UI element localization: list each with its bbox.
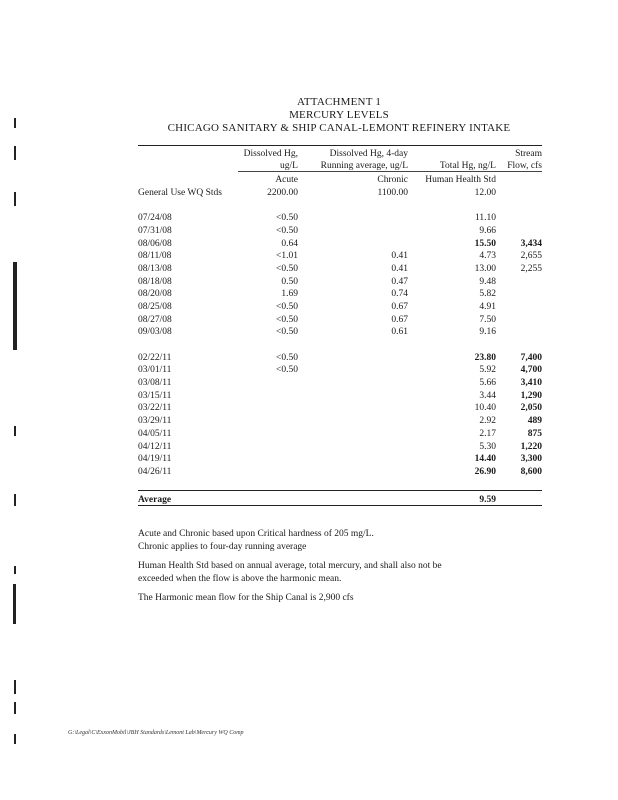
note-human-health-1: Human Health Std based on annual average, total mercury, and shall also not be (138, 561, 442, 571)
standards-row (138, 185, 542, 198)
table-row (138, 312, 542, 325)
cell-total: 23.80 (474, 352, 496, 363)
cell-chronic: 0.41 (391, 251, 408, 262)
cell-chronic (298, 388, 408, 401)
cell-chronic (298, 223, 408, 236)
cell-flow: 4,700 (520, 365, 542, 376)
cell-total: 2.17 (479, 428, 496, 439)
header-row-2 (138, 159, 542, 172)
table-row (138, 375, 542, 388)
cell-acute: <0.50 (276, 225, 298, 236)
cell-total: 15.50 (474, 238, 496, 249)
cell-flow: 3,300 (520, 454, 542, 465)
cell-chronic (298, 350, 408, 363)
table-row (138, 439, 542, 452)
table-row (138, 350, 542, 363)
scan-mark (13, 584, 16, 624)
cell-acute: 0.50 (281, 276, 298, 287)
table-row (138, 223, 542, 236)
header-running: Dissolved Hg, 4-day (298, 146, 408, 159)
cell-acute (238, 388, 298, 401)
scan-mark (14, 566, 16, 574)
table-row (138, 210, 542, 223)
cell-total: 4.73 (479, 251, 496, 262)
cell-chronic (298, 426, 408, 439)
cell-date: 08/06/08 (138, 238, 172, 249)
cell-chronic (298, 413, 408, 426)
table-row (138, 287, 542, 300)
scan-mark (14, 192, 16, 206)
cell-chronic: 0.47 (391, 276, 408, 287)
table-row (138, 388, 542, 401)
cell-chronic: 0.67 (391, 314, 408, 325)
cell-date: 08/13/08 (138, 263, 172, 274)
note-chronic: Chronic applies to four-day running average (138, 541, 307, 552)
cell-flow (496, 210, 542, 223)
standards-label: General Use WQ Stds (138, 187, 222, 198)
notes-section (138, 528, 442, 605)
cell-flow: 2,655 (520, 251, 542, 262)
cell-date: 03/01/11 (138, 365, 172, 376)
cell-acute (238, 413, 298, 426)
spacer-row (138, 198, 542, 211)
cell-chronic (298, 452, 408, 465)
header-row-1 (138, 146, 542, 159)
cell-total: 9.16 (479, 327, 496, 338)
cell-acute: <0.50 (276, 301, 298, 312)
scan-mark (14, 494, 16, 506)
cell-flow (496, 223, 542, 236)
table-row (138, 299, 542, 312)
cell-acute (238, 439, 298, 452)
scan-mark (14, 702, 16, 714)
cell-total: 3.44 (479, 390, 496, 401)
average-value: 9.59 (408, 490, 496, 505)
cell-date: 04/05/11 (138, 428, 172, 439)
scan-mark (14, 426, 16, 436)
cell-flow (496, 299, 542, 312)
cell-date: 08/18/08 (138, 276, 172, 287)
cell-total: 14.40 (474, 454, 496, 465)
cell-total: 5.30 (479, 441, 496, 452)
cell-acute (238, 464, 298, 477)
cell-chronic (298, 439, 408, 452)
cell-chronic (298, 363, 408, 376)
header-human-health: Human Health Std (425, 175, 496, 186)
cell-chronic (298, 401, 408, 414)
cell-acute: <0.50 (276, 365, 298, 376)
header-running-unit: Running average, ug/L (298, 159, 408, 172)
cell-acute (238, 375, 298, 388)
cell-acute: <0.50 (276, 314, 298, 325)
table-row (138, 236, 542, 249)
cell-acute: 1.69 (281, 289, 298, 300)
cell-date: 07/24/08 (138, 213, 172, 224)
table-row (138, 261, 542, 274)
cell-flow: 2,050 (520, 403, 542, 414)
cell-date: 08/25/08 (138, 301, 172, 312)
header-acute: Acute (275, 175, 298, 186)
cell-date: 04/26/11 (138, 466, 172, 477)
cell-total: 9.48 (479, 276, 496, 287)
mercury-levels-table (138, 145, 542, 506)
cell-date: 08/11/08 (138, 251, 172, 262)
table-row (138, 274, 542, 287)
standards-acute: 2200.00 (267, 187, 298, 198)
note-harmonic-mean: The Harmonic mean flow for the Ship Canal is 2,900 cfs (138, 593, 354, 603)
cell-date: 08/27/08 (138, 314, 172, 325)
cell-date: 02/22/11 (138, 352, 172, 363)
attachment-title: ATTACHMENT 1 (296, 96, 382, 108)
cell-flow: 8,600 (520, 466, 542, 477)
cell-chronic (298, 375, 408, 388)
cell-total: 5.92 (479, 365, 496, 376)
cell-chronic: 0.74 (391, 289, 408, 300)
cell-acute (238, 452, 298, 465)
standards-chronic: 1100.00 (377, 187, 408, 198)
cell-acute (238, 426, 298, 439)
cell-acute: <0.50 (276, 213, 298, 224)
cell-date: 09/03/08 (138, 327, 172, 338)
standards-human: 12.00 (474, 187, 496, 198)
cell-chronic: 0.61 (391, 327, 408, 338)
table-row (138, 452, 542, 465)
cell-total: 10.40 (474, 403, 496, 414)
cell-chronic: 0.41 (391, 263, 408, 274)
cell-flow (496, 325, 542, 338)
report-subtitle: MERCURY LEVELS (289, 109, 389, 121)
header-dissolved-unit: ug/L (238, 159, 298, 172)
cell-flow (496, 287, 542, 300)
header-stream: Stream (496, 146, 542, 159)
cell-total: 5.66 (479, 378, 496, 389)
cell-acute: <0.50 (276, 352, 298, 363)
cell-acute: <0.50 (276, 263, 298, 274)
cell-chronic: 0.67 (391, 301, 408, 312)
cell-total: 7.50 (479, 314, 496, 325)
cell-chronic (298, 464, 408, 477)
header-flow: Flow, cfs (496, 159, 542, 172)
scan-mark (14, 118, 16, 128)
cell-date: 04/19/11 (138, 454, 172, 465)
cell-flow: 1,220 (520, 441, 542, 452)
spacer-row (138, 337, 542, 350)
cell-date: 04/12/11 (138, 441, 172, 452)
cell-date: 03/22/11 (138, 403, 172, 414)
cell-flow: 3,410 (520, 378, 542, 389)
cell-flow (496, 274, 542, 287)
table-row (138, 401, 542, 414)
cell-date: 03/29/11 (138, 416, 172, 427)
cell-acute (238, 401, 298, 414)
cell-date: 08/20/08 (138, 289, 172, 300)
note-hardness: Acute and Chronic based upon Critical hardness of 205 mg/L. (138, 529, 374, 539)
scan-mark (14, 734, 16, 744)
header-total: Total Hg, ng/L (408, 159, 496, 172)
cell-total: 9.66 (479, 225, 496, 236)
cell-acute: 0.64 (281, 238, 298, 249)
average-label: Average (138, 490, 238, 505)
spacer-row (138, 477, 542, 490)
cell-total: 2.92 (479, 416, 496, 427)
cell-chronic (298, 236, 408, 249)
cell-flow (496, 312, 542, 325)
cell-total: 11.10 (474, 213, 496, 224)
table-row (138, 249, 542, 262)
header-row-3 (138, 172, 542, 185)
note-human-health-2: exceeded when the flow is above the harmonic mean. (138, 573, 342, 584)
cell-acute: <0.50 (276, 327, 298, 338)
table-row (138, 363, 542, 376)
cell-flow: 7,400 (520, 352, 542, 363)
cell-flow: 875 (527, 428, 542, 439)
cell-total: 4.91 (479, 301, 496, 312)
scan-mark (14, 146, 16, 160)
cell-date: 03/08/11 (138, 378, 172, 389)
scan-mark (13, 262, 17, 350)
header-chronic: Chronic (377, 175, 408, 186)
average-row (138, 490, 542, 505)
cell-total: 26.90 (474, 466, 496, 477)
table-row (138, 413, 542, 426)
cell-date: 07/31/08 (138, 225, 172, 236)
cell-total: 13.00 (474, 263, 496, 274)
file-path-footer: G:\Legal\C\ExxonMobil\JBH Standards\Lemont Lab\Mercury WQ Comp (68, 730, 244, 736)
cell-flow: 489 (527, 416, 542, 427)
table-row (138, 464, 542, 477)
location-title: CHICAGO SANITARY & SHIP CANAL-LEMONT REFINERY INTAKE (167, 122, 511, 134)
cell-acute: <1.01 (276, 251, 298, 262)
cell-flow: 1,290 (520, 390, 542, 401)
table-row (138, 426, 542, 439)
cell-total: 5.82 (479, 289, 496, 300)
scan-mark (14, 680, 16, 694)
header-dissolved: Dissolved Hg, (238, 146, 298, 159)
cell-flow: 2,255 (520, 263, 542, 274)
cell-flow: 3,434 (520, 238, 542, 249)
cell-chronic (298, 210, 408, 223)
table-row (138, 325, 542, 338)
cell-date: 03/15/11 (138, 390, 172, 401)
